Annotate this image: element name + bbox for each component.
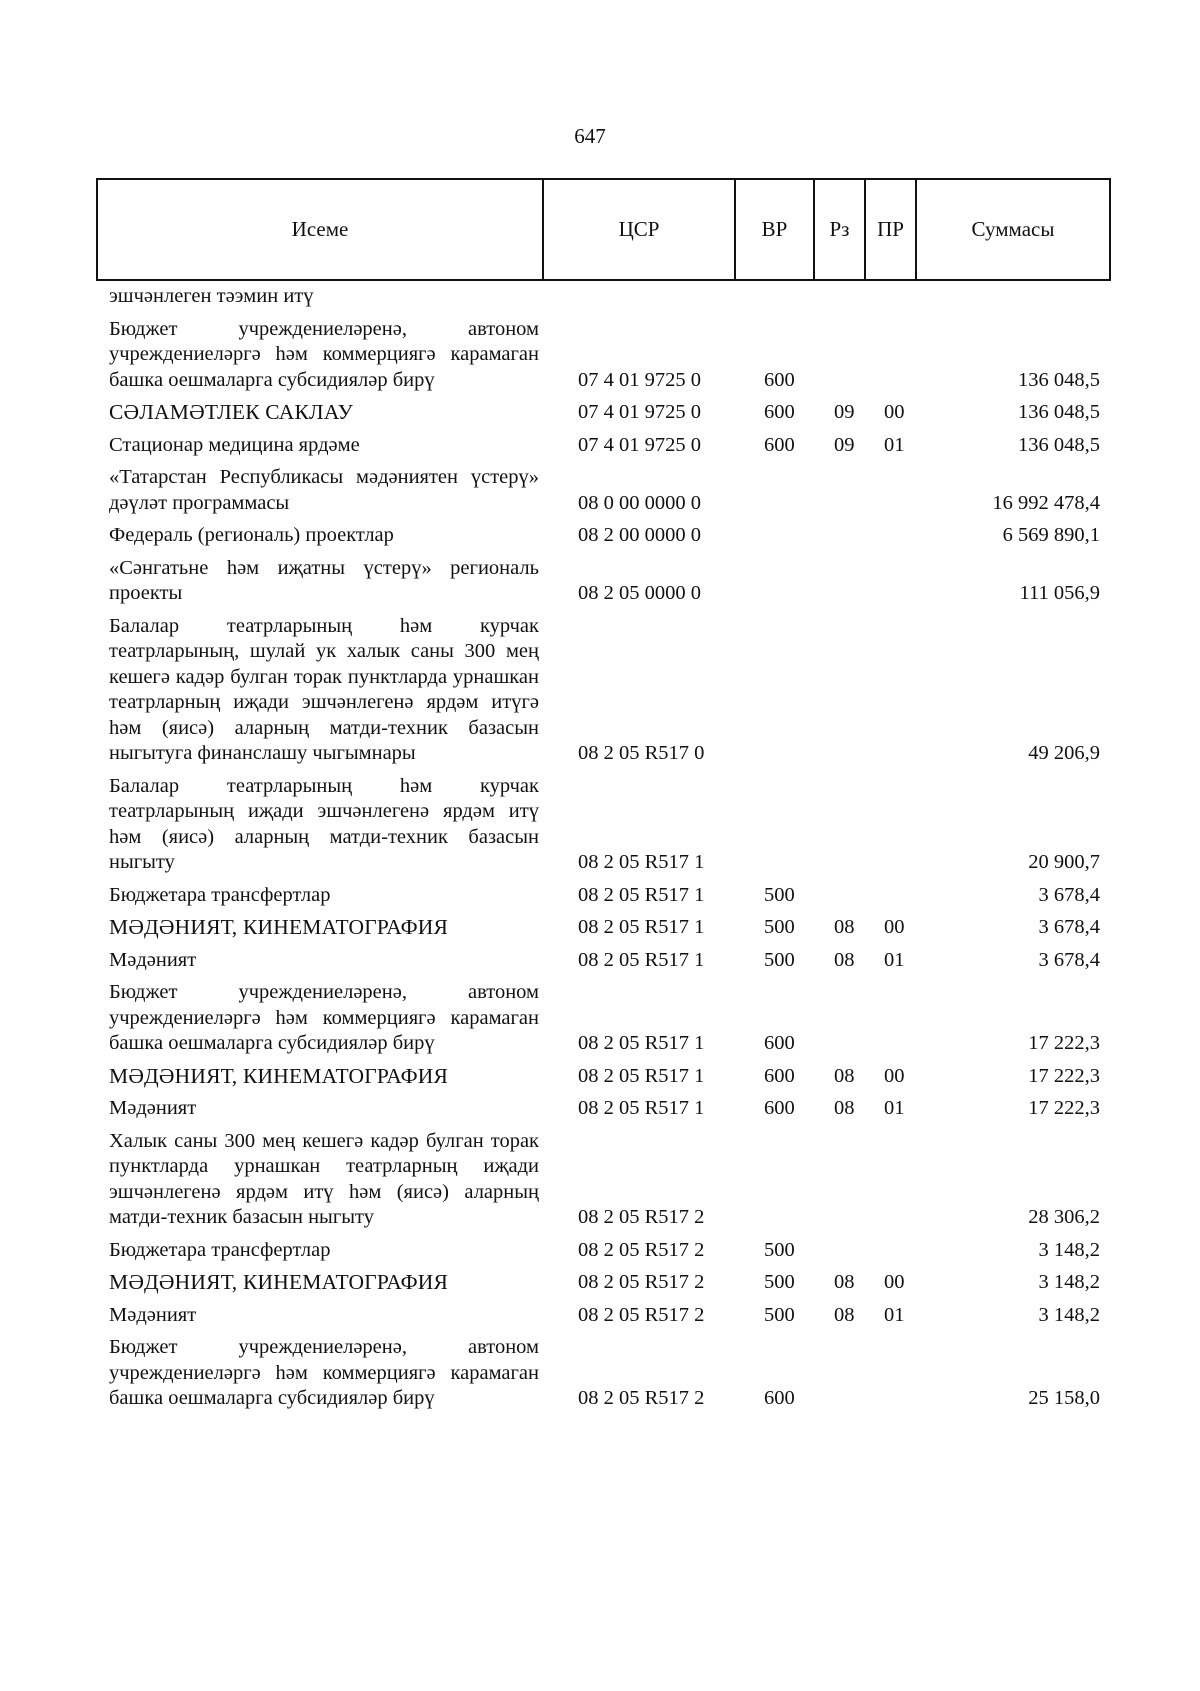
row-csr-code: 08 2 05 R517 2 — [578, 1238, 705, 1261]
row-name: Мәдәният — [109, 1303, 197, 1326]
table-row — [0, 1096, 1200, 1122]
row-csr-code: 07 4 01 9725 0 — [578, 401, 701, 423]
row-csr-code: 08 2 05 R517 2 — [578, 1271, 705, 1293]
table-row — [0, 915, 1200, 941]
row-vr-code: 600 — [764, 1032, 795, 1054]
table-body — [0, 284, 1200, 1412]
row-rz-code: 08 — [834, 1097, 855, 1119]
row-vr-code: 500 — [764, 883, 795, 906]
row-sum: 3 148,2 — [1038, 1303, 1100, 1326]
row-csr-code: 08 2 05 R517 1 — [578, 948, 705, 971]
table-row — [0, 1303, 1200, 1329]
row-csr-code: 07 4 01 9725 0 — [578, 433, 701, 456]
row-rz-code: 09 — [834, 433, 855, 456]
table-row — [0, 556, 1200, 607]
row-pr-code: 00 — [884, 916, 905, 938]
row-csr-code: 07 4 01 9725 0 — [578, 368, 701, 391]
row-sum: 17 222,3 — [1028, 1032, 1100, 1054]
row-name: Федераль (региональ) проектлар — [109, 524, 394, 546]
row-sum: 20 900,7 — [1028, 851, 1100, 873]
row-csr-code: 08 2 00 0000 0 — [578, 524, 701, 546]
row-csr-code: 08 2 05 R517 1 — [578, 1064, 705, 1087]
row-pr-code: 01 — [884, 1097, 905, 1119]
header-name: Исеме — [97, 179, 543, 280]
table-row — [0, 883, 1200, 909]
table-row — [0, 614, 1200, 767]
row-sum: 17 222,3 — [1028, 1064, 1100, 1087]
row-name: Халык саны 300 мең кешегә кадәр булган торак пунктларда урнашкан театрларның иҗади эшчәнлегенә ярдәм итү һәм (яисә) аларның матди-техник базасын ныгыту — [109, 1129, 539, 1228]
row-csr-code: 08 2 05 R517 1 — [578, 916, 705, 938]
header-rz: Рз — [814, 179, 865, 280]
row-sum: 3 678,4 — [1038, 948, 1100, 971]
row-name: СӘЛАМӘТЛЕК САКЛАУ — [109, 400, 354, 424]
row-csr-code: 08 2 05 R517 1 — [578, 883, 705, 906]
row-csr-code: 08 2 05 0000 0 — [578, 582, 701, 604]
row-name: МӘДӘНИЯТ, КИНЕМАТОГРАФИЯ — [109, 915, 449, 939]
table-row — [0, 1129, 1200, 1231]
row-name: МӘДӘНИЯТ, КИНЕМАТОГРАФИЯ — [109, 1270, 449, 1294]
table-row — [0, 1270, 1200, 1296]
header-vr: ВР — [735, 179, 814, 280]
row-pr-code: 01 — [884, 948, 905, 971]
row-name: Бюджетара трансфертлар — [109, 883, 331, 906]
row-sum: 136 048,5 — [1018, 368, 1100, 391]
row-sum: 49 206,9 — [1028, 742, 1100, 764]
table-row — [0, 1335, 1200, 1412]
row-name: МӘДӘНИЯТ, КИНЕМАТОГРАФИЯ — [109, 1063, 449, 1088]
row-csr-code: 08 2 05 R517 0 — [578, 742, 705, 764]
row-name: Бюджет учреждениеләренә, автоном учреждениеләргә һәм коммерциягә карамаган башка оешмаларга субсидияләр бирү — [109, 317, 539, 391]
row-sum: 3 148,2 — [1038, 1238, 1100, 1261]
row-sum: 136 048,5 — [1018, 401, 1100, 423]
row-pr-code: 01 — [884, 433, 905, 456]
row-vr-code: 600 — [764, 1064, 795, 1087]
row-vr-code: 600 — [764, 1387, 795, 1409]
row-sum: 6 569 890,1 — [1002, 524, 1100, 546]
row-vr-code: 500 — [764, 1303, 795, 1326]
header-pr: ПР — [865, 179, 916, 280]
row-name: «Сәнгатьне һәм иҗатны үстерү» региональ проекты — [109, 556, 539, 604]
table-header — [96, 178, 1111, 281]
row-csr-code: 08 2 05 R517 2 — [578, 1206, 705, 1228]
row-csr-code: 08 2 05 R517 2 — [578, 1387, 705, 1409]
table-row — [0, 465, 1200, 516]
row-vr-code: 600 — [764, 368, 795, 391]
row-sum: 16 992 478,4 — [992, 491, 1100, 514]
table-row — [0, 523, 1200, 549]
table-row — [0, 400, 1200, 426]
row-pr-code: 00 — [884, 1271, 905, 1293]
row-vr-code: 600 — [764, 401, 795, 423]
table-row — [0, 980, 1200, 1057]
row-vr-code: 500 — [764, 916, 795, 938]
table-row — [0, 433, 1200, 459]
row-vr-code: 500 — [764, 1271, 795, 1293]
row-name: «Татарстан Республикасы мәдәниятен үстерү» дәүләт программасы — [109, 466, 539, 514]
row-name: Балалар театрларының һәм курчак театрларының, шулай ук халык саны 300 мең кешегә кадәр булган торак пунктларда урнашкан театрларның иҗади эшчәнлегенә ярдәм итүгә һәм (яисә) аларның матди-техник базасын ныгытуга финанслашу чыгымнары — [109, 614, 539, 764]
header-sum: Суммасы — [916, 179, 1110, 280]
row-csr-code: 08 2 05 R517 1 — [578, 1032, 705, 1054]
row-sum: 3 678,4 — [1038, 883, 1100, 906]
table-row — [0, 1064, 1200, 1090]
table-row — [0, 1238, 1200, 1264]
row-name: Мәдәният — [109, 948, 197, 971]
page-number: 647 — [574, 124, 606, 148]
row-sum: 3 678,4 — [1038, 916, 1100, 938]
row-name: Балалар театрларының һәм курчак театрларының иҗади эшчәнлегенә ярдәм итү һәм (яисә) аларның матди-техник базасын ныгыту — [109, 774, 539, 873]
row-vr-code: 500 — [764, 948, 795, 971]
row-rz-code: 08 — [834, 1271, 855, 1293]
row-vr-code: 600 — [764, 433, 795, 456]
row-rz-code: 08 — [834, 916, 855, 938]
row-csr-code: 08 2 05 R517 1 — [578, 1097, 705, 1119]
row-name: Мәдәният — [109, 1097, 197, 1119]
row-vr-code: 500 — [764, 1238, 795, 1261]
row-name: Бюджет учреждениеләренә, автоном учреждениеләргә һәм коммерциягә карамаган башка оешмаларга субсидияләр бирү — [109, 1336, 539, 1409]
row-name: эшчәнлеген тәэмин итү — [109, 285, 314, 307]
row-name: Бюджетара трансфертлар — [109, 1238, 331, 1261]
row-sum: 17 222,3 — [1028, 1097, 1100, 1119]
row-rz-code: 09 — [834, 401, 855, 423]
table-row — [0, 317, 1200, 394]
row-sum: 28 306,2 — [1028, 1206, 1100, 1228]
row-csr-code: 08 0 00 0000 0 — [578, 491, 701, 514]
row-vr-code: 600 — [764, 1097, 795, 1119]
header-csr: ЦСР — [543, 179, 735, 280]
table-row — [0, 948, 1200, 974]
row-sum: 25 158,0 — [1028, 1387, 1100, 1409]
row-csr-code: 08 2 05 R517 1 — [578, 851, 705, 873]
row-pr-code: 00 — [884, 401, 905, 423]
row-pr-code: 01 — [884, 1303, 905, 1326]
row-rz-code: 08 — [834, 948, 855, 971]
row-pr-code: 00 — [884, 1064, 905, 1087]
row-name: Бюджет учреждениеләренә, автоном учреждениеләргә һәм коммерциягә карамаган башка оешмаларга субсидияләр бирү — [109, 981, 539, 1054]
row-name: Стационар медицина ярдәме — [109, 433, 360, 456]
row-sum: 3 148,2 — [1038, 1271, 1100, 1293]
row-sum: 111 056,9 — [1019, 582, 1100, 604]
table-row — [0, 284, 1200, 310]
table-row — [0, 774, 1200, 876]
row-rz-code: 08 — [834, 1303, 855, 1326]
row-csr-code: 08 2 05 R517 2 — [578, 1303, 705, 1326]
row-sum: 136 048,5 — [1018, 433, 1100, 456]
row-rz-code: 08 — [834, 1064, 855, 1087]
